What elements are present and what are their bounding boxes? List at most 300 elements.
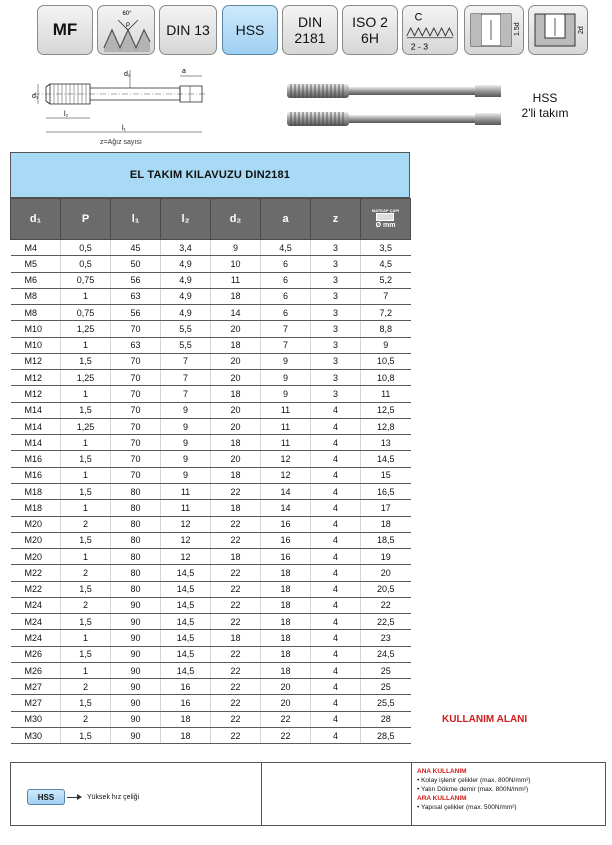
table-row (11, 549, 411, 565)
table-cell: M22 (11, 565, 61, 581)
table-cell: 16 (261, 549, 311, 565)
table-cell: 12 (161, 532, 211, 548)
table-cell: 3 (311, 288, 361, 304)
table-cell: 80 (111, 483, 161, 499)
iso-line1: ISO 2 (352, 14, 388, 30)
table-cell: 11 (161, 483, 211, 499)
table-row (11, 646, 411, 662)
table-cell: 90 (111, 646, 161, 662)
table-cell: 18 (211, 500, 261, 516)
table-cell: 20 (211, 402, 261, 418)
table-row (11, 240, 411, 256)
table-cell: 4,9 (161, 272, 211, 288)
table-cell: 18 (261, 581, 311, 597)
table-cell: 1 (61, 435, 111, 451)
table-cell: M20 (11, 549, 61, 565)
table-cell: M26 (11, 662, 61, 678)
table-cell: M18 (11, 500, 61, 516)
table-cell: 6 (261, 256, 311, 272)
table-cell: 25 (361, 679, 411, 695)
table-cell: 63 (111, 337, 161, 353)
table-cell: 5,2 (361, 272, 411, 288)
table-cell: 22 (211, 695, 261, 711)
table-cell: 12,5 (361, 402, 411, 418)
table-cell: 18 (261, 662, 311, 678)
table-row (11, 662, 411, 678)
table-cell: 16 (261, 532, 311, 548)
table-cell: 10,5 (361, 353, 411, 369)
table-cell: 90 (111, 727, 161, 743)
class-badge (402, 5, 458, 55)
legend-hss-badge: HSS (27, 789, 65, 805)
table-cell: 63 (111, 288, 161, 304)
table-cell: 1,5 (61, 402, 111, 418)
table-cell: 4 (311, 581, 361, 597)
table-cell: 22 (211, 565, 261, 581)
table-cell: M12 (11, 386, 61, 402)
table-cell: 12 (261, 467, 311, 483)
hss-label: HSS (235, 22, 265, 38)
table-cell: 56 (111, 305, 161, 321)
tap-set-photo (285, 80, 505, 132)
table-cell: 4 (311, 727, 361, 743)
table-cell: 6 (261, 272, 311, 288)
table-cell: 18 (161, 711, 211, 727)
table-cell: 18 (261, 597, 311, 613)
table-cell: M4 (11, 240, 61, 256)
table-cell: 1 (61, 662, 111, 678)
table-cell: 22 (261, 727, 311, 743)
footer-box (10, 762, 606, 826)
table-cell: 4 (311, 695, 361, 711)
table-cell: 22 (211, 646, 261, 662)
table-row (11, 370, 411, 386)
spec-table (10, 198, 411, 744)
legend-text: Yüksek hız çeliği (87, 793, 140, 801)
table-cell: M16 (11, 467, 61, 483)
table-cell: 18 (261, 565, 311, 581)
hole2-dim-label: 2d (578, 26, 585, 34)
table-cell: 3 (311, 321, 361, 337)
table-row (11, 451, 411, 467)
table-cell: 70 (111, 402, 161, 418)
drawing-caption: z=Ağız sayısı (100, 139, 142, 146)
table-cell: M14 (11, 418, 61, 434)
table-cell: 14,5 (161, 565, 211, 581)
table-cell: 14,5 (161, 581, 211, 597)
table-cell: 1 (61, 630, 111, 646)
table-cell: 1 (61, 288, 111, 304)
table-cell: 22 (211, 614, 261, 630)
table-cell: 4 (311, 711, 361, 727)
table-cell: 11 (261, 402, 311, 418)
table-cell: 1 (61, 386, 111, 402)
table-cell: 14 (261, 483, 311, 499)
table-cell: 11 (261, 435, 311, 451)
table-cell: 70 (111, 451, 161, 467)
table-cell: 22 (261, 711, 311, 727)
table-row (11, 711, 411, 727)
table-cell: 9 (161, 402, 211, 418)
table-cell: 3 (311, 256, 361, 272)
table-cell: 14 (211, 305, 261, 321)
product-label (510, 91, 580, 121)
footer-divider (411, 763, 412, 825)
header-p: P (61, 199, 111, 240)
table-row (11, 256, 411, 272)
table-row (11, 516, 411, 532)
table-cell: 80 (111, 516, 161, 532)
table-cell: 70 (111, 353, 161, 369)
table-cell: 70 (111, 435, 161, 451)
table-cell: 12 (261, 451, 311, 467)
table-cell: 5,5 (161, 321, 211, 337)
table-cell: 20 (211, 321, 261, 337)
table-cell: 12 (161, 516, 211, 532)
table-cell: 6 (261, 305, 311, 321)
table-row (11, 321, 411, 337)
table-cell: 22 (211, 483, 261, 499)
table-cell: M12 (11, 370, 61, 386)
table-cell: 16 (261, 516, 311, 532)
table-cell: 1,5 (61, 532, 111, 548)
label-d1: d₁ (32, 93, 39, 100)
table-cell: 0,5 (61, 256, 111, 272)
table-cell: 13 (361, 435, 411, 451)
main-usage-item: • Kolay işlenir çelikler (max. 800N/mm²) (417, 777, 531, 784)
table-cell: 80 (111, 565, 161, 581)
table-cell: 11 (161, 500, 211, 516)
through-hole-badge (464, 5, 524, 55)
table-cell: M8 (11, 288, 61, 304)
table-cell: 18,5 (361, 532, 411, 548)
table-cell: 4 (311, 549, 361, 565)
table-cell: M12 (11, 353, 61, 369)
usage-details (417, 767, 531, 812)
tap-technical-drawing (30, 62, 210, 142)
table-cell: 90 (111, 711, 161, 727)
table-cell: 3 (311, 337, 361, 353)
table-cell: 4,9 (161, 256, 211, 272)
table-cell: 80 (111, 581, 161, 597)
table-cell: 4,5 (361, 256, 411, 272)
spec-table-body (11, 240, 411, 744)
table-row (11, 353, 411, 369)
thread-profile-badge (97, 5, 155, 55)
table-cell: 28 (361, 711, 411, 727)
table-cell: 22 (211, 662, 261, 678)
table-cell: 10 (211, 256, 261, 272)
drill-header-top: MATKAP ÇAPI (371, 208, 400, 213)
label-a: a (182, 68, 186, 75)
table-cell: 20 (261, 679, 311, 695)
table-cell: 11 (261, 418, 311, 434)
table-row (11, 630, 411, 646)
table-cell: 14,5 (161, 662, 211, 678)
iso-line2: 6H (361, 30, 379, 46)
header-l1: l₁ (111, 199, 161, 240)
table-cell: 16 (161, 679, 211, 695)
table-cell: 4 (311, 646, 361, 662)
table-cell: 3,5 (361, 240, 411, 256)
table-cell: 4 (311, 662, 361, 678)
table-cell: 18 (211, 435, 261, 451)
table-cell: 4 (311, 679, 361, 695)
table-cell: 22 (211, 679, 261, 695)
table-cell: M24 (11, 597, 61, 613)
main-usage-item: • Yalın Dökme demir (max. 800N/mm²) (417, 786, 529, 793)
table-cell: 1 (61, 467, 111, 483)
table-cell: M22 (11, 581, 61, 597)
table-cell: 56 (111, 272, 161, 288)
table-cell: 9 (161, 467, 211, 483)
label-l2: l₂ (64, 111, 69, 118)
table-cell: 2 (61, 679, 111, 695)
drill-header-bottom: Ø mm (375, 222, 396, 229)
table-cell: M10 (11, 337, 61, 353)
table-header-row (11, 199, 411, 240)
table-cell: 9 (161, 418, 211, 434)
table-cell: 2 (61, 516, 111, 532)
table-cell: M10 (11, 321, 61, 337)
table-row (11, 581, 411, 597)
table-cell: 3 (311, 305, 361, 321)
table-cell: 9 (261, 370, 311, 386)
table-cell: 16,5 (361, 483, 411, 499)
table-row (11, 337, 411, 353)
table-cell: 4 (311, 483, 361, 499)
table-cell: 90 (111, 695, 161, 711)
table-cell: 70 (111, 467, 161, 483)
table-cell: 4 (311, 418, 361, 434)
table-cell: 70 (111, 418, 161, 434)
table-cell: 20 (211, 418, 261, 434)
footer-divider (261, 763, 262, 825)
mf-badge (37, 5, 93, 55)
table-cell: 22 (211, 581, 261, 597)
header-z: z (311, 199, 361, 240)
din13-badge (159, 5, 217, 55)
table-cell: 9 (361, 337, 411, 353)
table-cell: 1,25 (61, 370, 111, 386)
table-cell: 20 (361, 565, 411, 581)
table-cell: 2 (61, 565, 111, 581)
table-cell: 4 (311, 451, 361, 467)
table-cell: 4 (311, 532, 361, 548)
table-cell: 90 (111, 662, 161, 678)
table-cell: 50 (111, 256, 161, 272)
table-cell: 23 (361, 630, 411, 646)
table-row (11, 695, 411, 711)
table-cell: 1,5 (61, 451, 111, 467)
table-cell: M24 (11, 614, 61, 630)
table-cell: 19 (361, 549, 411, 565)
table-row (11, 483, 411, 499)
table-cell: M14 (11, 402, 61, 418)
table-cell: 7 (261, 337, 311, 353)
table-cell: M16 (11, 451, 61, 467)
table-cell: 18 (361, 516, 411, 532)
table-cell: 18 (211, 386, 261, 402)
table-cell: 1,5 (61, 695, 111, 711)
table-cell: 12,8 (361, 418, 411, 434)
table-cell: 80 (111, 500, 161, 516)
product-label-line1: HSS (532, 91, 558, 105)
drill-icon (376, 213, 394, 221)
table-cell: 14,5 (161, 630, 211, 646)
table-cell: 4,9 (161, 305, 211, 321)
table-cell: M20 (11, 532, 61, 548)
table-cell: 20 (211, 370, 261, 386)
table-cell: 1,25 (61, 418, 111, 434)
table-cell: 18 (161, 727, 211, 743)
table-cell: M8 (11, 305, 61, 321)
table-cell: 3 (311, 370, 361, 386)
arrow-right-icon (67, 797, 81, 798)
table-cell: 9 (161, 435, 211, 451)
tolerance-class-icon (403, 6, 457, 54)
mf-label: MF (52, 20, 78, 39)
header-l2: l₂ (161, 199, 211, 240)
table-cell: 80 (111, 532, 161, 548)
table-cell: 7 (161, 353, 211, 369)
secondary-usage-item: • Yapısal çelikler (max. 500N/mm²) (417, 804, 517, 811)
table-cell: M6 (11, 272, 61, 288)
table-cell: 5,5 (161, 337, 211, 353)
table-row (11, 565, 411, 581)
table-cell: 90 (111, 597, 161, 613)
table-cell: 18 (261, 630, 311, 646)
table-cell: 14 (261, 500, 311, 516)
table-cell: 70 (111, 321, 161, 337)
through-hole-icon (465, 6, 523, 54)
header-drill-diameter (361, 199, 411, 240)
table-cell: M14 (11, 435, 61, 451)
table-cell: 3,4 (161, 240, 211, 256)
table-cell: 4,9 (161, 288, 211, 304)
table-cell: 4 (311, 467, 361, 483)
table-cell: M27 (11, 695, 61, 711)
table-cell: 20,5 (361, 581, 411, 597)
table-cell: 22 (211, 727, 261, 743)
table-cell: 18 (211, 337, 261, 353)
usage-area-title: KULLANIM ALANI (442, 714, 528, 725)
hss-legend (27, 789, 139, 805)
table-cell: 18 (211, 630, 261, 646)
table-row (11, 272, 411, 288)
table-cell: 17 (361, 500, 411, 516)
table-cell: 9 (161, 451, 211, 467)
blind-hole-badge (528, 5, 588, 55)
table-cell: 45 (111, 240, 161, 256)
table-cell: M30 (11, 727, 61, 743)
table-cell: 24,5 (361, 646, 411, 662)
table-cell: 22,5 (361, 614, 411, 630)
label-l1: l₁ (122, 125, 126, 132)
main-usage-heading: ANA KULLANIM (417, 768, 467, 775)
table-cell: 4 (311, 614, 361, 630)
spec-table-container (10, 152, 410, 744)
header-a: a (261, 199, 311, 240)
table-cell: 12 (161, 549, 211, 565)
table-cell: 90 (111, 614, 161, 630)
table-cell: 1,5 (61, 614, 111, 630)
table-cell: 90 (111, 679, 161, 695)
thread-angle-label: 60° (122, 11, 132, 17)
table-row (11, 679, 411, 695)
table-cell: 25,5 (361, 695, 411, 711)
table-cell: 20 (261, 695, 311, 711)
table-cell: 4 (311, 597, 361, 613)
table-row (11, 435, 411, 451)
table-cell: 70 (111, 386, 161, 402)
table-row (11, 467, 411, 483)
table-cell: 1,25 (61, 321, 111, 337)
hss-badge (222, 5, 278, 55)
table-cell: 7 (161, 386, 211, 402)
table-cell: M5 (11, 256, 61, 272)
table-cell: 11 (211, 272, 261, 288)
table-cell: 4 (311, 565, 361, 581)
table-cell: M20 (11, 516, 61, 532)
table-cell: 0,75 (61, 272, 111, 288)
table-cell: 22 (211, 597, 261, 613)
thread-p-label: P (125, 23, 131, 29)
table-cell: 18 (211, 288, 261, 304)
table-cell: 2 (61, 597, 111, 613)
table-cell: 22 (361, 597, 411, 613)
table-cell: 7 (161, 370, 211, 386)
table-cell: 7,2 (361, 305, 411, 321)
din2181-line1: DIN (297, 14, 323, 30)
label-d2: d₂ (124, 71, 131, 78)
table-cell: 4 (311, 435, 361, 451)
table-cell: 0,75 (61, 305, 111, 321)
table-cell: 1,5 (61, 483, 111, 499)
table-cell: 1,5 (61, 646, 111, 662)
table-cell: 22 (211, 532, 261, 548)
table-cell: 7 (261, 321, 311, 337)
table-cell: 14,5 (161, 646, 211, 662)
thread-profile-icon (98, 6, 154, 54)
table-cell: 22 (211, 516, 261, 532)
table-row (11, 418, 411, 434)
table-row (11, 500, 411, 516)
table-cell: 14,5 (161, 597, 211, 613)
table-cell: M27 (11, 679, 61, 695)
table-cell: 7 (361, 288, 411, 304)
table-row (11, 532, 411, 548)
table-cell: 10,8 (361, 370, 411, 386)
header-d1: d₁ (11, 199, 61, 240)
table-cell: 18 (211, 467, 261, 483)
din13-label: DIN 13 (166, 22, 210, 38)
table-cell: M24 (11, 630, 61, 646)
table-cell: 9 (211, 240, 261, 256)
table-cell: 3 (311, 353, 361, 369)
table-cell: 18 (261, 646, 311, 662)
din2181-badge (282, 5, 338, 55)
table-row (11, 727, 411, 743)
table-cell: 18 (211, 549, 261, 565)
hole1-dim-label: 1.5d (514, 22, 521, 36)
table-cell: 18 (261, 614, 311, 630)
table-cell: 15 (361, 467, 411, 483)
table-cell: 20 (211, 451, 261, 467)
table-cell: 80 (111, 549, 161, 565)
table-cell: M30 (11, 711, 61, 727)
blind-hole-icon (529, 6, 587, 54)
